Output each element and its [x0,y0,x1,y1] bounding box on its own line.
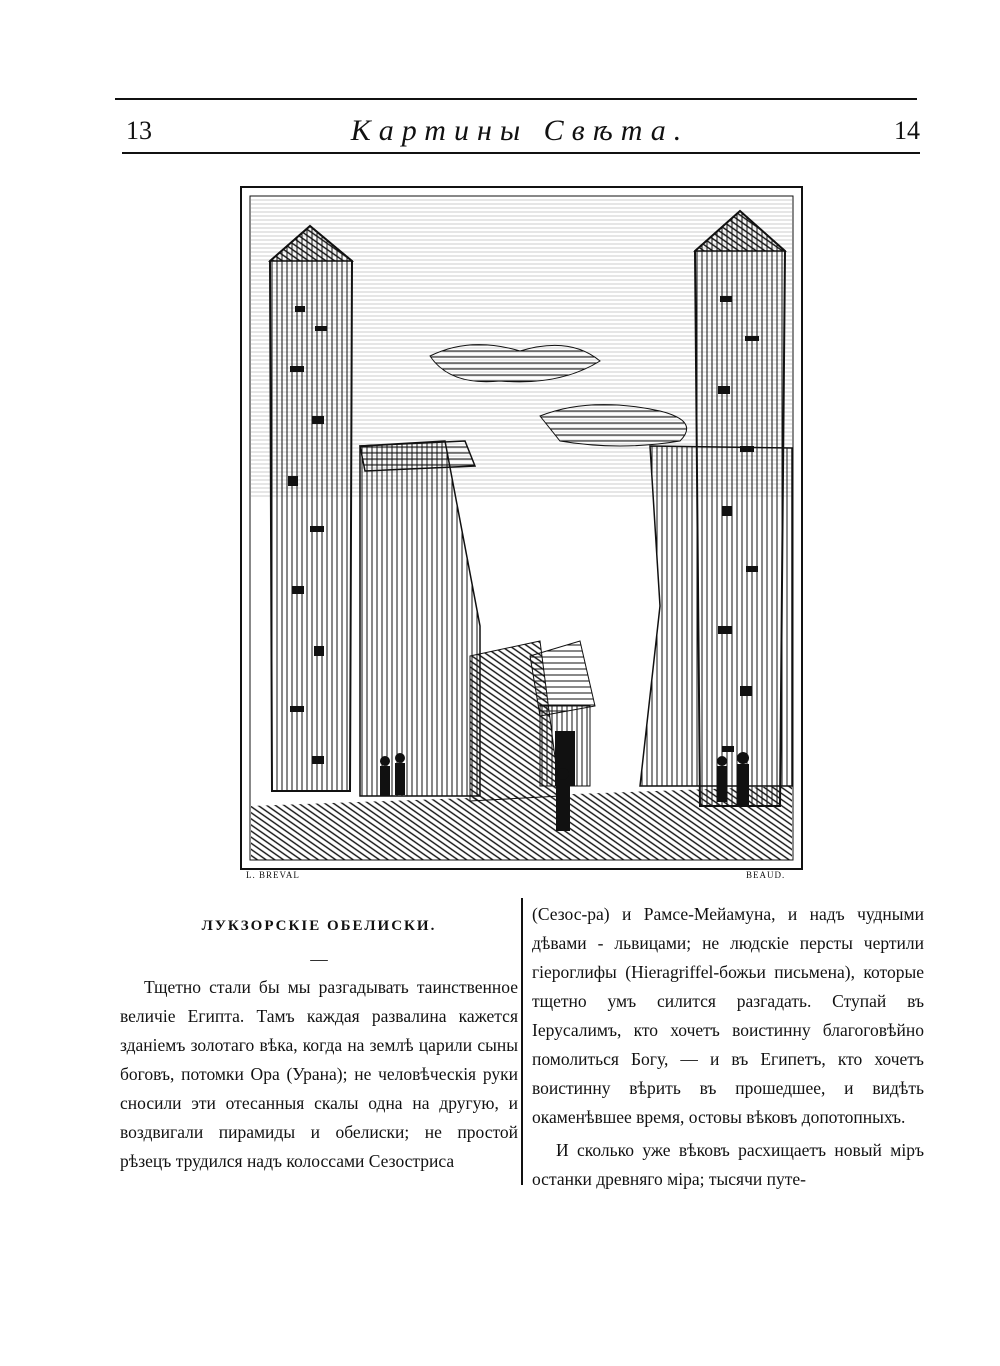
right-paragraph-1: (Сезос-ра) и Рамсе-Мейамуна, и надъ чудными дѣвами - львицами; не людскіе персты чертили гіероглифы (Hieragriffel-божьи письмена), которые тщетно умъ силится разгадать. Ступай въ Іерусалимъ, кто хочетъ воистинну благоговѣйно помолиться Богу, — и въ Египетъ, кто хочетъ воистинну вѣрить въ прошедшее, и видѣть окаменѣвшее время, остовы вѣковъ допотопныхъ. [532,904,924,1127]
column-divider [521,898,523,1185]
engraver-signature-right: BEAUD. [746,870,786,880]
left-paragraph: Тщетно стали бы мы разгадывать таинственное величіе Египта. Тамъ каждая развалина кажется зданіемъ золотаго вѣка, когда на землѣ царили сыны боговъ, потомки Ора (Урана); не человѣческія руки сносили эти отесанныя скалы одна на другую, и воздвигали пирамиды и обелиски; не простой рѣзецъ трудился надъ колоссами Сезостриса [120,977,518,1171]
title-dash: — [310,949,328,969]
page-number-left: 13 [126,116,152,145]
right-paragraph-2: И сколько уже вѣковъ расхищаетъ новый міръ останки древняго міра; тысячи путе- [532,1140,924,1189]
engraver-signature-left: L. BREVAL [246,870,300,880]
article-title: ЛУКЗОРСКІЕ ОБЕЛИСКИ. [201,918,437,934]
luxor-obelisks-engraving [240,186,803,870]
top-rule [115,98,917,100]
page-number-right: 14 [894,116,920,145]
header-rule [122,152,920,154]
running-header [120,112,920,152]
left-column [120,912,518,1176]
right-column [532,900,924,1194]
running-title: Картины Свѣта. [350,114,690,147]
